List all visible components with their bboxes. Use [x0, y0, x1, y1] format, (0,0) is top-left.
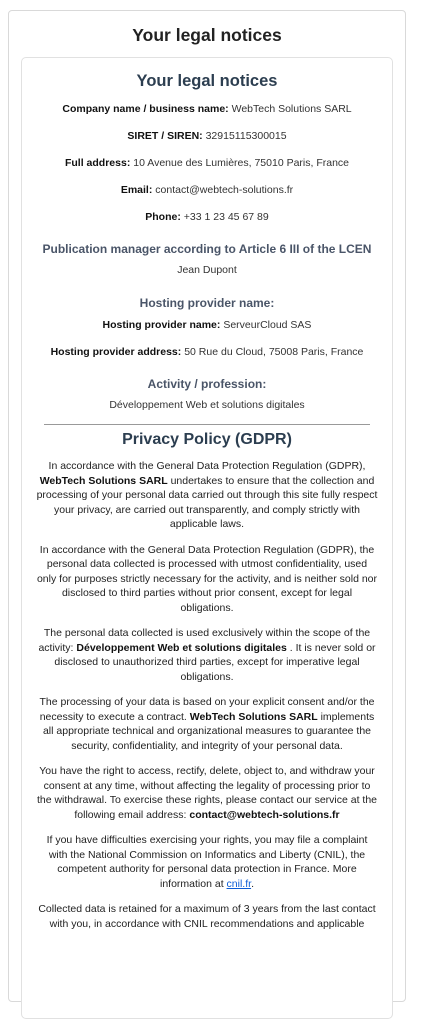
privacy-p3-text-end: . It is never sold or disclosed to unauthorized third parties, except for imperative legal obligations.	[54, 641, 376, 683]
hosting-name-row	[36, 318, 378, 332]
privacy-p4-text-end: implements all appropriate technical and organizational measures to guarantee the security, confidentiality, and integrity of your personal data.	[42, 710, 375, 752]
privacy-paragraph-5	[36, 764, 378, 822]
privacy-p5-text: You have the right to access, rectify, delete, object to, and withdraw your consent at any time, without affecting the legality of processing prior to the withdrawal. To exercise these rights, please contact our service at the following email address:	[36, 765, 378, 821]
phone-value: +33 1 23 45 67 89	[183, 211, 269, 223]
address-row	[36, 156, 378, 170]
activity-heading: Activity / profession:	[147, 377, 267, 391]
company-name-label: Company name / business name:	[62, 103, 229, 115]
privacy-p3-text: The personal data collected is used exclusively within the scope of the activity:	[38, 627, 371, 654]
privacy-paragraph-1	[36, 459, 378, 532]
siret-value: 32915115300015	[205, 130, 287, 142]
phone-label: Phone:	[145, 211, 181, 223]
privacy-paragraph-4	[36, 695, 378, 753]
siret-row	[36, 129, 378, 143]
privacy-p6-period: .	[251, 877, 254, 890]
company-name-row	[36, 102, 378, 116]
hosting-heading: Hosting provider name:	[139, 296, 275, 310]
card-title: Your legal notices	[136, 72, 278, 90]
privacy-paragraph-2: In accordance with the General Data Protection Regulation (GDPR), the personal data collected is processed with utmost confidentiality, used only for purposes strictly necessary for the activity, and is neither sold nor disclosed to third parties without prior consent, except for legal obligations.	[36, 543, 378, 614]
publication-manager-heading: Publication manager according to Article 6 III of the LCEN	[42, 242, 372, 256]
address-label: Full address:	[64, 157, 131, 169]
siret-label: SIRET / SIREN:	[127, 130, 203, 142]
privacy-p3-activity: Développement Web et solutions digitales	[76, 641, 287, 654]
privacy-p1-text-end: undertakes to ensure that the collection and processing of your personal data carried out through this site fully respect your privacy, are carried out transparently, and comply strictly with applicable laws.	[36, 474, 378, 530]
section-divider	[44, 424, 370, 425]
legal-notices-panel	[8, 10, 406, 1002]
privacy-p1-text: In accordance with the General Data Protection Regulation (GDPR),	[48, 460, 366, 472]
privacy-paragraph-6	[36, 833, 378, 891]
email-label: Email:	[120, 184, 153, 196]
hosting-address-label: Hosting provider address:	[50, 346, 182, 358]
phone-row	[36, 210, 378, 224]
legal-notices-card	[21, 57, 393, 1019]
panel-title: Your legal notices	[132, 25, 282, 45]
email-row	[36, 183, 378, 197]
privacy-paragraph-7: Collected data is retained for a maximum of 3 years from the last contact with you, in accordance with CNIL recommendations and applicable	[38, 903, 376, 930]
privacy-p4-company: WebTech Solutions SARL	[189, 710, 318, 723]
privacy-contact-email: contact@webtech-solutions.fr	[189, 808, 340, 821]
privacy-p4-text: The processing of your data is based on your explicit consent and/or the necessity to execute a contract.	[39, 696, 375, 723]
activity-value: Développement Web et solutions digitales	[109, 399, 305, 411]
privacy-p6-text: If you have difficulties exercising your rights, you may file a complaint with the National Commission on Informatics and Liberty (CNIL), the competent authority for personal data protection in France. More information at	[46, 834, 368, 890]
publication-manager-name: Jean Dupont	[177, 264, 237, 276]
hosting-name-value: ServeurCloud SAS	[223, 319, 312, 331]
hosting-address-row	[36, 345, 378, 359]
cnil-link[interactable]: cnil.fr	[226, 877, 252, 890]
privacy-title: Privacy Policy (GDPR)	[122, 431, 292, 448]
email-value: contact@webtech-solutions.fr	[155, 184, 294, 196]
hosting-address-value: 50 Rue du Cloud, 75008 Paris, France	[184, 346, 364, 358]
hosting-name-label: Hosting provider name:	[102, 319, 221, 331]
address-value: 10 Avenue des Lumières, 75010 Paris, France	[133, 157, 350, 169]
company-name-value: WebTech Solutions SARL	[231, 103, 352, 115]
privacy-paragraph-3	[36, 626, 378, 684]
privacy-p1-company: WebTech Solutions SARL	[39, 474, 168, 487]
